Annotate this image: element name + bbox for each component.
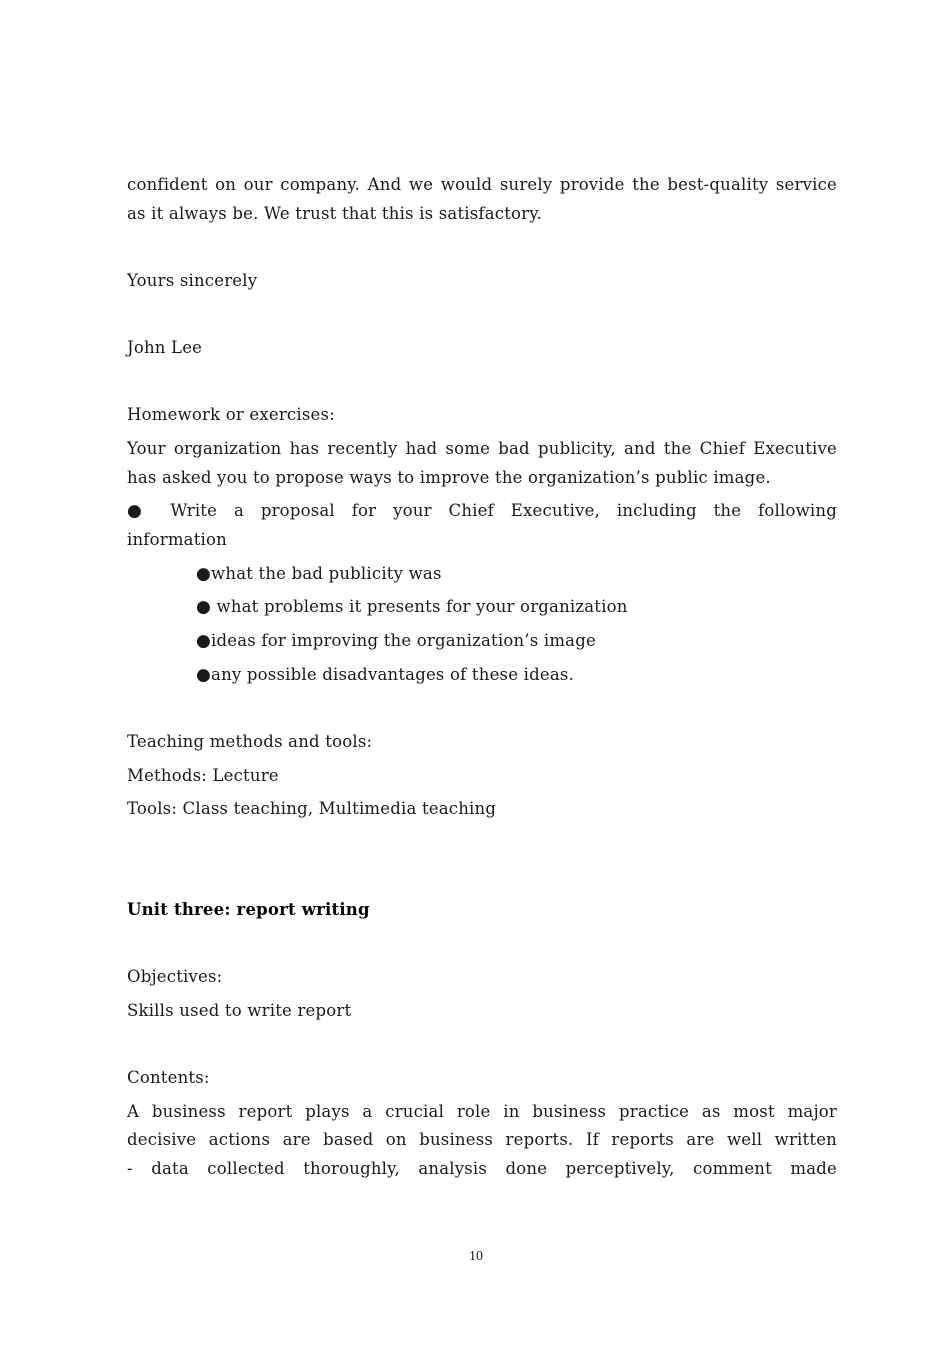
- letter-closing-line-2: as it always be. We trust that this is satisfactory.: [127, 204, 543, 223]
- homework-task-line-1: [127, 496, 837, 526]
- list-item-text: any possible disadvantages of these ideas.: [211, 665, 574, 684]
- bullet-icon: ●: [196, 665, 212, 685]
- unit-title: Unit three: report writing: [127, 900, 370, 919]
- contents-line-2: decisive actions are based on business reports. If reports are well written: [127, 1130, 837, 1149]
- bullet-icon: ●: [127, 501, 154, 521]
- objectives-heading: Objectives:: [127, 967, 223, 986]
- bullet-icon: ●: [196, 597, 212, 617]
- contents-heading: Contents:: [127, 1068, 210, 1087]
- teaching-tools: Tools: Class teaching, Multimedia teaching: [127, 799, 497, 818]
- list-item: [196, 626, 836, 656]
- list-item-text: what problems it presents for your organization: [211, 597, 628, 616]
- homework-intro-line-2: has asked you to propose ways to improve the organization’s public image.: [127, 468, 771, 487]
- contents-line-3: - data collected thoroughly, analysis done perceptively, comment made: [127, 1159, 837, 1178]
- homework-task-text: Write a proposal for your Chief Executive, including the following: [170, 501, 837, 520]
- list-item: [196, 592, 836, 622]
- signature-name: John Lee: [127, 338, 203, 357]
- list-item-text: ideas for improving the organization’s image: [211, 631, 596, 650]
- letter-closing-line-1: confident on our company. And we would surely provide the best-quality service: [127, 175, 837, 194]
- homework-intro-line-1: Your organization has recently had some bad publicity, and the Chief Executive: [127, 439, 837, 458]
- bullet-icon: ●: [196, 564, 212, 584]
- teaching-heading: Teaching methods and tools:: [127, 732, 373, 751]
- sign-off: Yours sincerely: [127, 271, 258, 290]
- homework-heading: Homework or exercises:: [127, 405, 335, 424]
- homework-task-line-2: information: [127, 530, 227, 549]
- list-item-text: what the bad publicity was: [211, 564, 442, 583]
- objectives-text: Skills used to write report: [127, 1001, 352, 1020]
- teaching-methods: Methods: Lecture: [127, 766, 279, 785]
- page-number: 10: [469, 1249, 483, 1264]
- contents-line-1: A business report plays a crucial role in business practice as most major: [127, 1102, 837, 1121]
- bullet-icon: ●: [196, 631, 212, 651]
- list-item: [196, 559, 836, 589]
- list-item: [196, 660, 836, 690]
